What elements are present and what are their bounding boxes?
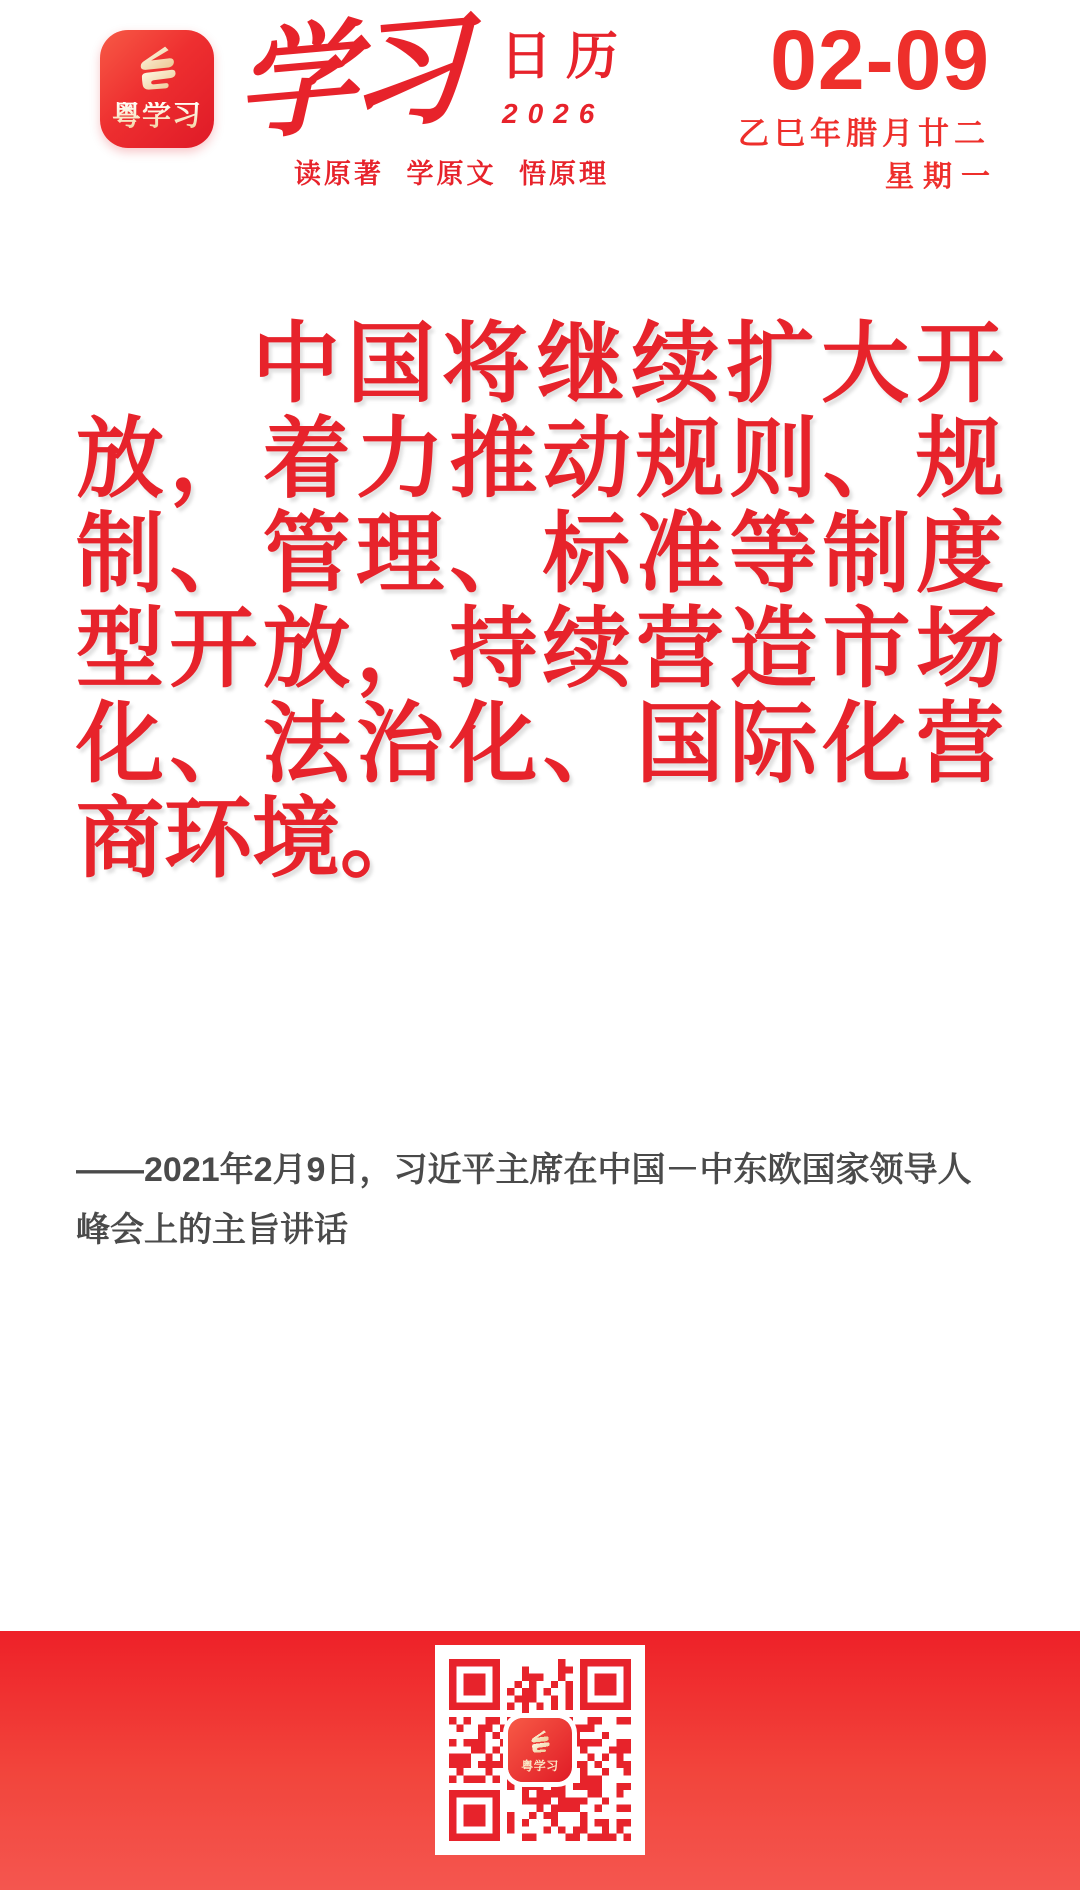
- xuexi-calligraphy: 学习: [234, 2, 461, 155]
- quote-line: 制、管理、标准等制度: [76, 507, 1004, 604]
- calendar-year: 2026: [502, 98, 605, 129]
- quote-line: 中国将继续扩大开: [252, 317, 1004, 414]
- qr-code: [435, 1645, 645, 1855]
- tagline: 读原著 学原文 悟原理: [294, 159, 610, 189]
- gregorian-date: 02-09: [770, 13, 990, 107]
- date-block: [738, 13, 999, 193]
- footer-band: [0, 1631, 1080, 1890]
- quote-line: 放，着力推动规则、规: [76, 412, 1004, 509]
- book-icon: [525, 1728, 555, 1758]
- qr-center-logo: [508, 1718, 572, 1782]
- qr-logo-label: 粤学习: [521, 1759, 559, 1773]
- quote-line: 化、法治化、国际化营: [76, 697, 1004, 794]
- quote-line: 型开放，持续营造市场: [76, 602, 1004, 699]
- calendar-title: 日历: [500, 29, 633, 86]
- quote-text: [76, 318, 1004, 888]
- book-icon: [128, 42, 186, 100]
- app-logo: [100, 30, 214, 148]
- quote-line: 商环境。: [76, 792, 429, 889]
- lunar-date: 乙巳年腊月廿二: [738, 116, 990, 151]
- app-logo-label: 粤学习: [111, 100, 202, 132]
- weekday: 星期一: [884, 161, 999, 193]
- attribution: ——2021年2月9日，习近平主席在中国－中东欧国家领导人峰会上的主旨讲话: [76, 1151, 972, 1249]
